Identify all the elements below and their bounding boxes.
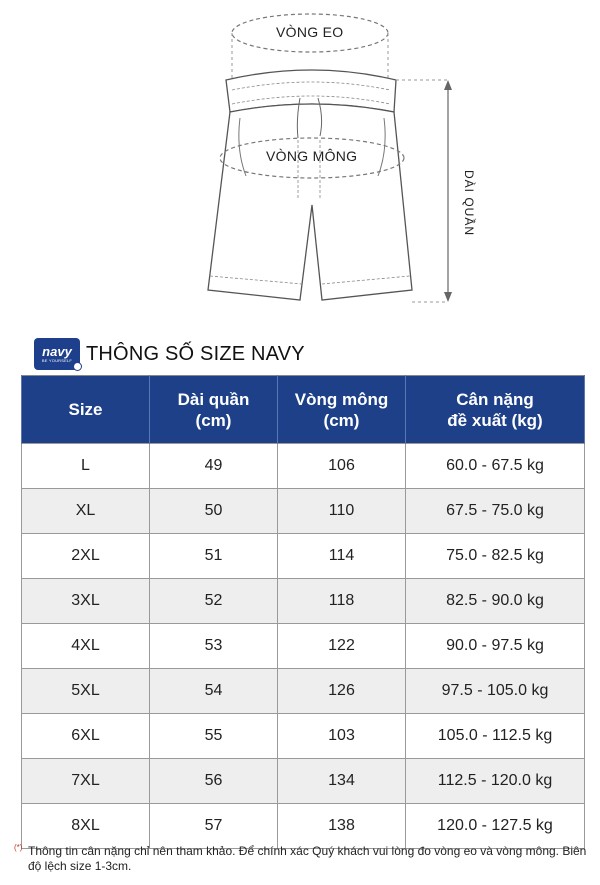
size-chart-header bbox=[34, 338, 305, 370]
cell-size: 8XL bbox=[22, 804, 150, 849]
cell-hip: 118 bbox=[278, 579, 406, 624]
hip-label: VÒNG MÔNG bbox=[266, 148, 358, 164]
page-title: THÔNG SỐ SIZE NAVY bbox=[86, 342, 305, 365]
cell-size: 2XL bbox=[22, 534, 150, 579]
table-row bbox=[22, 534, 585, 579]
header-size: Size bbox=[22, 376, 150, 444]
cell-weight: 105.0 - 112.5 kg bbox=[406, 714, 585, 759]
cell-hip: 103 bbox=[278, 714, 406, 759]
cell-length: 49 bbox=[150, 444, 278, 489]
cell-weight: 112.5 - 120.0 kg bbox=[406, 759, 585, 804]
shorts-measurement-diagram bbox=[0, 0, 600, 320]
cell-hip: 122 bbox=[278, 624, 406, 669]
table-row bbox=[22, 489, 585, 534]
table-row bbox=[22, 624, 585, 669]
footnote-mark: (*) bbox=[14, 843, 23, 852]
cell-size: XL bbox=[22, 489, 150, 534]
cell-hip: 134 bbox=[278, 759, 406, 804]
cell-weight: 97.5 - 105.0 kg bbox=[406, 669, 585, 714]
table-row bbox=[22, 579, 585, 624]
cell-weight: 67.5 - 75.0 kg bbox=[406, 489, 585, 534]
size-table bbox=[21, 375, 585, 849]
cell-weight: 82.5 - 90.0 kg bbox=[406, 579, 585, 624]
footnote bbox=[14, 844, 594, 874]
cell-hip: 110 bbox=[278, 489, 406, 534]
header-hip: Vòng mông (cm) bbox=[278, 376, 406, 444]
cell-hip: 106 bbox=[278, 444, 406, 489]
cell-weight: 90.0 - 97.5 kg bbox=[406, 624, 585, 669]
cell-size: 3XL bbox=[22, 579, 150, 624]
waist-label: VÒNG EO bbox=[276, 24, 344, 40]
cell-size: 6XL bbox=[22, 714, 150, 759]
cell-length: 50 bbox=[150, 489, 278, 534]
cell-size: 4XL bbox=[22, 624, 150, 669]
table-row bbox=[22, 444, 585, 489]
length-label: DÀI QUẦN bbox=[462, 170, 476, 237]
table-row bbox=[22, 759, 585, 804]
cell-length: 53 bbox=[150, 624, 278, 669]
cell-length: 56 bbox=[150, 759, 278, 804]
registered-mark-icon bbox=[73, 362, 82, 371]
table-row bbox=[22, 669, 585, 714]
size-table-header bbox=[22, 376, 585, 444]
cell-length: 55 bbox=[150, 714, 278, 759]
cell-length: 54 bbox=[150, 669, 278, 714]
table-row bbox=[22, 804, 585, 849]
header-length: Dài quần (cm) bbox=[150, 376, 278, 444]
cell-hip: 138 bbox=[278, 804, 406, 849]
cell-length: 52 bbox=[150, 579, 278, 624]
cell-size: 7XL bbox=[22, 759, 150, 804]
table-row bbox=[22, 714, 585, 759]
logo-tagline: BE YOURSELF bbox=[41, 357, 73, 363]
cell-size: 5XL bbox=[22, 669, 150, 714]
cell-length: 57 bbox=[150, 804, 278, 849]
cell-weight: 75.0 - 82.5 kg bbox=[406, 534, 585, 579]
cell-weight: 120.0 - 127.5 kg bbox=[406, 804, 585, 849]
cell-weight: 60.0 - 67.5 kg bbox=[406, 444, 585, 489]
cell-hip: 126 bbox=[278, 669, 406, 714]
navy-logo bbox=[34, 338, 80, 370]
header-weight: Cân nặng đề xuất (kg) bbox=[406, 376, 585, 444]
cell-size: L bbox=[22, 444, 150, 489]
cell-length: 51 bbox=[150, 534, 278, 579]
footnote-text: Thông tin cân nặng chỉ nên tham khảo. Để chính xác Quý khách vui lòng đo vòng eo và vòng mông. Biên độ lệch size 1-3cm. bbox=[28, 844, 587, 873]
cell-hip: 114 bbox=[278, 534, 406, 579]
logo-wordmark: navy bbox=[42, 343, 72, 359]
